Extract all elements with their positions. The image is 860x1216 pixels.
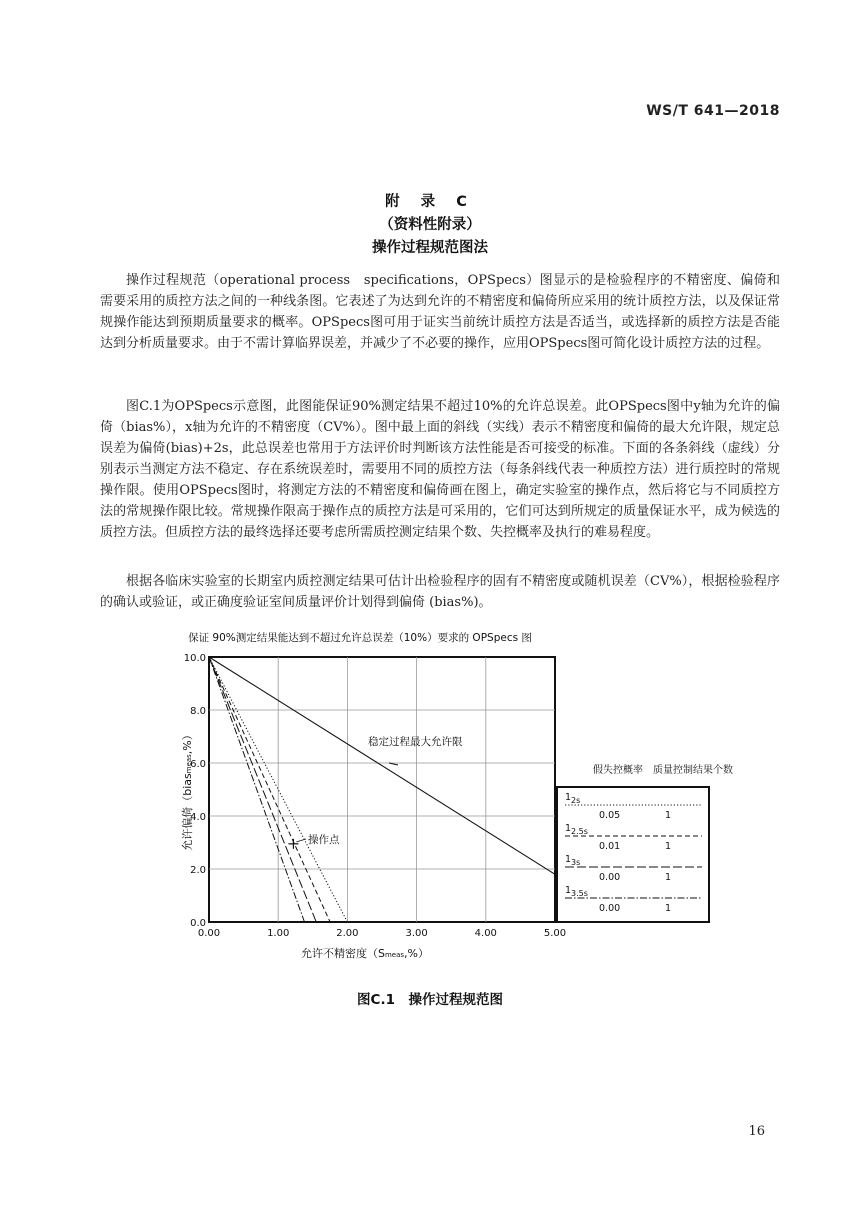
legend-pfr-value: 0.05 [599, 810, 621, 821]
legend-rule-label: $1_{2.5s}$ [565, 823, 588, 836]
x-tick-labels [198, 928, 566, 939]
legend-n-value: 1 [665, 841, 672, 852]
paragraph-3: 根据各临床实验室的长期室内质控测定结果可估计出检验程序的固有不精密度或随机误差（CV%），根据检验程序的确认或验证，或正确度验证室间质量评价计划得到偏倚 (bias%)。 [100, 574, 780, 610]
appendix-label: 附 录 C [385, 194, 475, 210]
x-tick-label: 5.00 [543, 928, 567, 939]
legend-pfr-value: 0.00 [599, 872, 621, 883]
appendix-title: 操作过程规范图法 [372, 240, 488, 256]
legend-box [557, 787, 709, 922]
plot-frame [209, 657, 555, 922]
y-tick-label: 4.0 [190, 812, 206, 823]
y-axis-label: 允许偏倚（biasmeas,%） [181, 729, 194, 851]
legend-n-value: 1 [665, 903, 672, 914]
standard-code: WS/T 641—2018 [646, 103, 780, 119]
y-tick-label: 0.0 [190, 918, 206, 929]
paragraph-1: 操作过程规范（operational process specifications，OPSpecs）图显示的是检验程序的不精密度、偏倚和需要采用的质控方法之间的一种线条图。它表述了为达到允许的不精密度和偏倚所应采用的统计质控方法，以及保证常规操作能达到预期质量要求的概率。OPSpecs图可用于证实当前统计质控方法是否适当，或选择新的质控方法是否能达到分析质量要求。由于不需计算临界误差，并减少了不必要的操作，应用OPSpecs图可简化设计质控方法的过程。 [100, 273, 780, 351]
x-tick-label: 0.00 [197, 928, 221, 939]
figure-caption: 图C.1 操作过程规范图 [357, 992, 503, 1008]
operating-point-label: 操作点 [308, 834, 340, 846]
x-axis-label: 允许不精密度（Smeas,%） [301, 947, 429, 960]
appendix-type: （资料性附录） [379, 217, 481, 233]
y-tick-label: 6.0 [190, 759, 206, 770]
x-tick-label: 3.00 [405, 928, 428, 939]
y-tick-label: 2.0 [190, 865, 206, 876]
legend-rule-label: $1_{3.5s}$ [565, 885, 588, 898]
chart-title: 保证 90%测定结果能达到不超过允许总误差（10%）要求的 OPSpecs 图 [188, 632, 532, 644]
x-tick-label: 4.00 [474, 928, 497, 939]
paragraph-2: 图C.1为OPSpecs示意图，此图能保证90%测定结果不超过10%的允许总误差。此OPSpecs图中y轴为允许的偏倚（bias%），x轴为允许的不精密度（CV%）。图中最上面的斜线（实线）表示不精密度和偏倚的最大允许限，规定总误差为偏倚(bias)+2s，此总误差也常用于方法评价时判断该方法性能是否可接受的标准。下面的各条斜线（虚线）分别表示当测定方法不稳定、存在系统误差时，需要用不同的质控方法（每条斜线代表一种质控方法）进行质控时的常规操作限。使用OPSpecs图时，将测定方法的不精密度和偏倚画在图上，确定实验室的操作点，然后将它与不同质控方法的常规操作限比较。常规操作限高于操作点的质控方法是可采用的，它们可达到所规定的质量保证水平，成为候选的质控方法。但质控方法的最终选择还要考虑所需质控测定结果个数、失控概率及执行的难易程度。 [100, 399, 780, 540]
legend-n-value: 1 [665, 872, 672, 883]
limit-label: 稳定过程最大允许限 [368, 736, 463, 748]
legend-rule-label: $1_{2s}$ [565, 792, 581, 805]
opspecs-chart [180, 625, 740, 970]
legend-n-value: 1 [665, 810, 672, 821]
y-tick-label: 8.0 [190, 706, 206, 717]
x-tick-label: 1.00 [267, 928, 290, 939]
legend-pfr-value: 0.00 [599, 903, 621, 914]
x-tick-label: 2.00 [336, 928, 359, 939]
legend-pfr-value: 0.01 [599, 841, 621, 852]
page-number: 16 [748, 1124, 765, 1139]
legend-rule-label: $1_{3s}$ [565, 854, 581, 867]
y-tick-label: 10.0 [183, 653, 206, 664]
legend-header: 假失控概率 质量控制结果个数 [593, 765, 733, 776]
